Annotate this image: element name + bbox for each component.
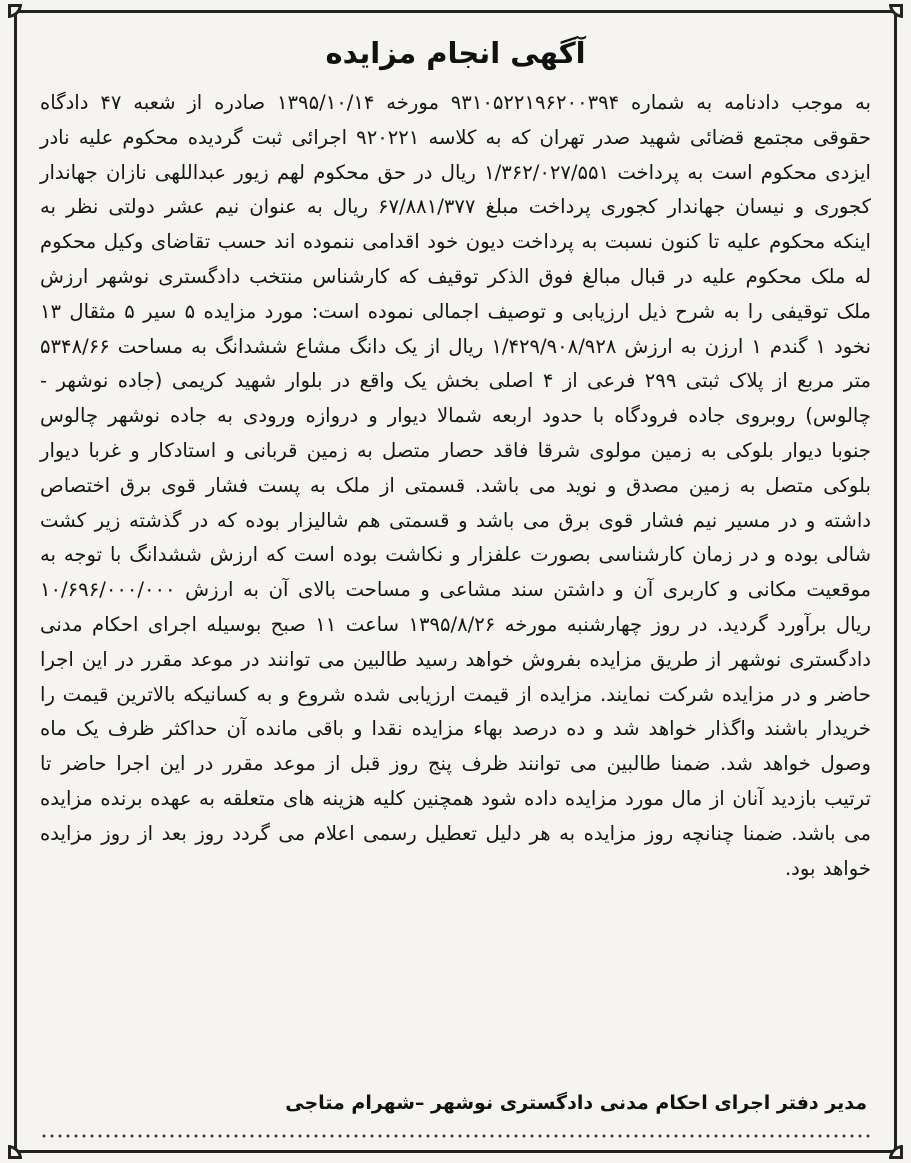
notice-signature: مدیر دفتر اجرای احکام مدنی دادگستری نوشهر –شهرام متاجی — [285, 1092, 867, 1114]
notice-body: به موجب دادنامه به شماره ۹۳۱۰۵۲۲۱۹۶۲۰۰۳۹۴ مورخه ۱۳۹۵/۱۰/۱۴ صادره از شعبه ۴۷ دادگاه حقوقی مجتمع قضائی شهید صدر تهران که به کلاسه ۹۲۰۲۲۱ اجرائی ثبت گردیده محکوم علیه نادر ایزدی محکوم است به پرداخت ۱/۳۶۲/۰۲۷/۵۵۱ ریال در حق محکوم لهم زیور عبداللهی نازان جهاندار کجوری و نیسان جهاندار کجوری پرداخت مبلغ ۶۷/۸۸۱/۳۷۷ ریال به عنوان نیم عشر دولتی نظر به اینکه محکوم علیه تا کنون نسبت به پرداخت دیون خود اقدامی ننموده اند حسب تقاضای وکیل محکوم له ملک محکوم علیه در قبال مبالغ فوق الذکر توقیف که کارشناس منتخب دادگستری نوشهر ارزش ملک توقیفی را به شرح ذیل ارزیابی و توصیف اجمالی نموده است: مورد مزایده ۵ سیر ۵ مثقال ۱۳ نخود ۱ گندم ۱ ارزن به ارزش ۱/۴۲۹/۹۰۸/۹۲۸ ریال از یک دانگ مشاع ششدانگ به مساحت ۵۳۴۸/۶۶ متر مربع از پلاک ثبتی ۲۹۹ فرعی از ۴ اصلی بخش یک واقع در بلوار شهید کریمی (جاده نوشهر - چالوس) روبروی جاده فرودگاه با حدود اربعه شمالا دیوار و دروازه ورودی به جاده نوشهر چالوس جنوبا دیوار بلوکی به زمین مولوی شرقا فاقد حصار متصل به زمین قربانی و استادکار و غربا دیوار بلوکی متصل به زمین مصدق و نوید می باشد. قسمتی از ملک به پست فشار قوی برق اختصاص داشته و در مسیر نیم فشار قوی برق می باشد و قسمتی هم شالیزار بوده که در گذشته زیر کشت شالی بوده و در زمان کارشناسی بصورت علفزار و نکاشت بوده است که ارزش ششدانگ با توجه به موقعیت مکانی و کاربری آن و داشتن سند مشاعی و مساحت بالای آن به ارزش ۱۰/۶۹۶/۰۰۰/۰۰۰ ریال برآورد گردید. در روز چهارشنبه مورخه ۱۳۹۵/۸/۲۶ ساعت ۱۱ صبح بوسیله اجرای احکام مدنی دادگستری نوشهر از طریق مزایده بفروش خواهد رسید طالبین می توانند در موعد مقرر در این اجرا حاضر و در مزایده شرکت نمایند. مزایده از قیمت ارزیابی شده شروع و به کسانیکه بالاترین قیمت را خریدار باشند واگذار خواهد شد و ده درصد بهاء مزایده نقدا و باقی مانده آن حداکثر ظرف یک ماه وصول خواهد شد. ضمنا طالبین می توانند ظرف پنج روز قبل از موعد مقرر در این اجرا حاضر تا ترتیب بازدید آنان از مال مورد مزایده داده شود همچنین کلیه هزینه های متعلقه به عهده برنده مزایده می باشد. ضمنا چنانچه روز مزایده به هر دلیل تعطیل رسمی اعلام می گردد روز بعد از روز مزایده خواهد بود. — [40, 91, 872, 880]
notice-title: آگهی انجام مزایده — [325, 36, 586, 70]
dotted-divider — [40, 1132, 871, 1140]
